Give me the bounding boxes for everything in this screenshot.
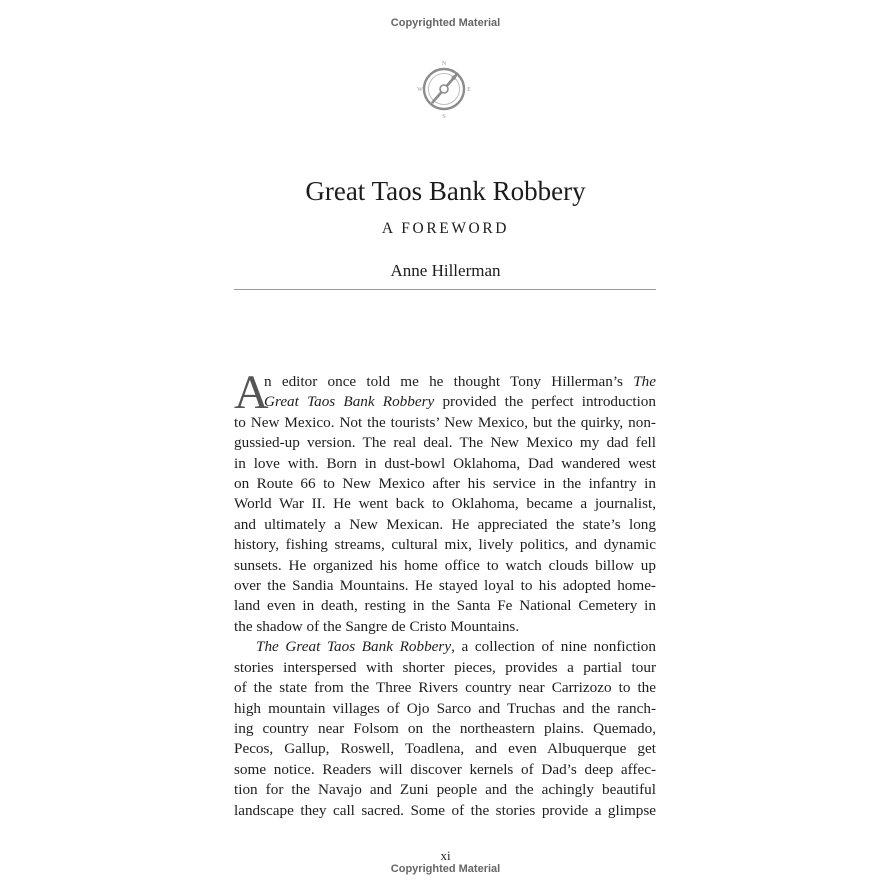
compass-letter-s: S [442, 114, 446, 120]
text-line [234, 637, 656, 657]
text-line: and ultimately a New Mexican. He appreciated the state’s long [234, 515, 656, 533]
compass-icon [416, 58, 472, 120]
text-line: over the Sandia Mountains. He stayed loyal to his adopted home- [234, 577, 656, 595]
page-number: xi [440, 848, 451, 863]
text-line: World War II. He went back to Oklahoma, became a journalist, [234, 495, 656, 513]
drop-cap: A [234, 366, 269, 419]
title-divider [234, 289, 656, 290]
text-line: ing country near Folsom on the northeastern plains. Quemado, [234, 719, 656, 737]
chapter-subtitle: A FOREWORD [381, 220, 510, 237]
chapter-author: Anne Hillerman [390, 261, 501, 280]
compass-letter-w: W [417, 87, 423, 93]
text-line: high mountain villages of Ojo Sarco and Truchas and the ranch- [234, 699, 656, 717]
text-line: history, fishing streams, cultural mix, lively politics, and dynamic [234, 536, 656, 554]
text-line [234, 392, 656, 412]
text-line: on Route 66 to New Mexico after his service in the infantry in [234, 475, 656, 493]
text-segment: n editor once told me he thought Tony Hillerman’s [264, 373, 634, 390]
text-line: Pecos, Gallup, Roswell, Toadlena, and even Albuquerque get [234, 740, 656, 758]
text-line: the shadow of the Sangre de Cristo Mountains. [234, 617, 520, 635]
watermark-top: Copyrighted Material [390, 17, 501, 29]
text-line: in love with. Born in dust-bowl Oklahoma, Dad wandered west [234, 454, 656, 472]
text-segment-italic: Great Taos Bank Robbery [264, 393, 435, 411]
text-segment-italic: The [633, 373, 656, 390]
text-line: some notice. Readers will discover kernels of Dad’s deep affec- [234, 760, 656, 778]
text-segment: , a collection of nine nonfiction [451, 638, 656, 656]
text-line: stories interspersed with shorter pieces, provides a partial tour [234, 658, 656, 676]
text-line: to New Mexico. Not the tourists’ New Mexico, but the quirky, non- [234, 413, 656, 431]
compass-letter-e: E [467, 87, 471, 93]
text-line: sunsets. He organized his home office to watch clouds billow up [234, 556, 656, 574]
text-segment-italic: The Great Taos Bank Robbery [256, 638, 452, 656]
text-line: land even in death, resting in the Santa Fe National Cemetery in [234, 597, 656, 615]
chapter-title: Great Taos Bank Robbery [305, 176, 586, 206]
text-line: tion for the Navajo and Zuni people and the achingly beautiful [234, 781, 656, 799]
text-line [234, 372, 656, 392]
body-text [234, 366, 656, 821]
text-line: gussied-up version. The real deal. The New Mexico my dad fell [234, 434, 656, 452]
text-line: landscape they call sacred. Some of the stories provide a glimpse [234, 801, 656, 819]
text-segment: provided the perfect introduction [434, 393, 656, 411]
watermark-bottom: Copyrighted Material [390, 863, 501, 875]
compass-letter-n: N [441, 61, 447, 67]
text-line: of the state from the Three Rivers country near Carrizozo to the [234, 679, 656, 697]
